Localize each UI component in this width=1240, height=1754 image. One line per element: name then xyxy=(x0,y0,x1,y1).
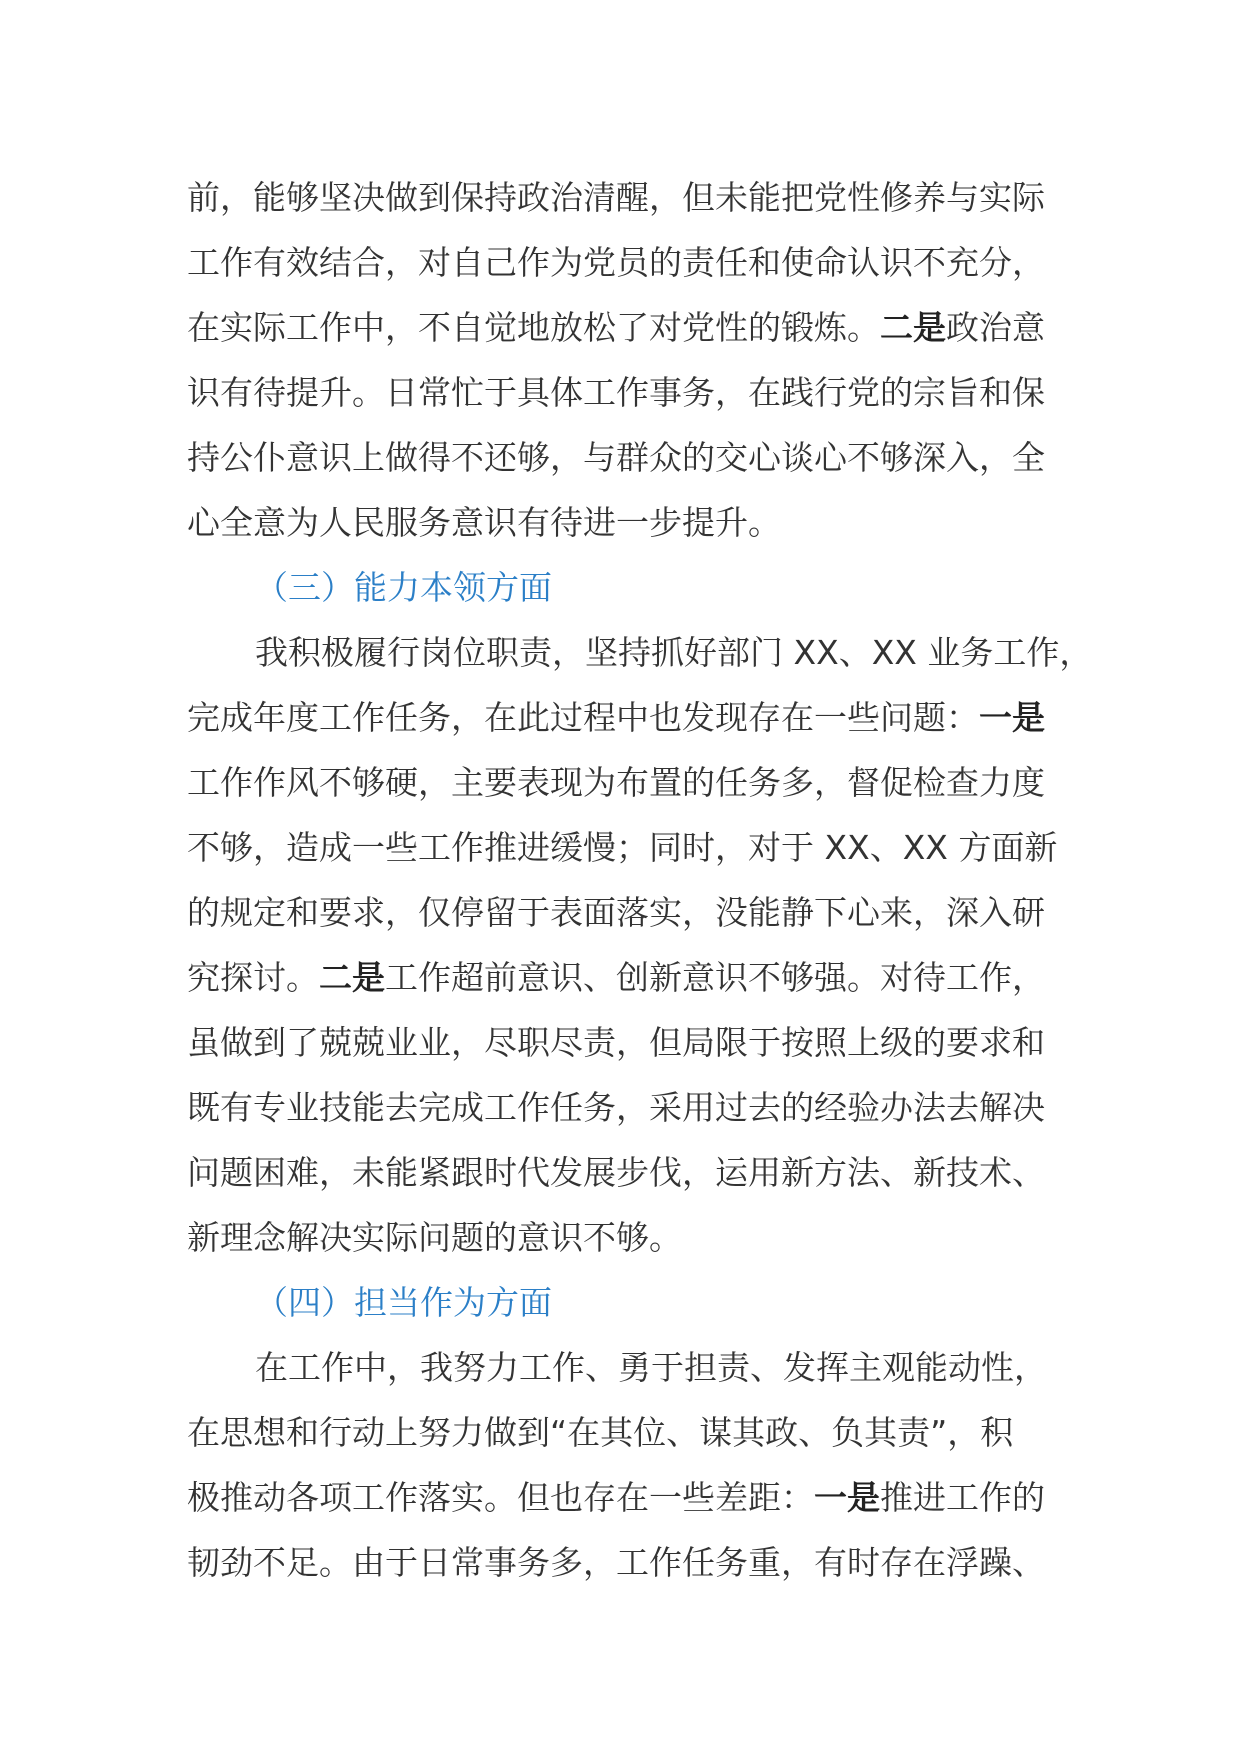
text-line xyxy=(187,685,1067,750)
text-run: 虽做到了兢兢业业，尽职尽责，但局限于按照上级的要求和 xyxy=(187,1023,1045,1062)
text-run: 韧劲不足。由于日常事务多，工作任务重，有时存在浮躁、 xyxy=(187,1543,1045,1582)
text-run: 政治意 xyxy=(946,308,1045,347)
text-line xyxy=(187,815,1067,880)
text-run: 推进工作的 xyxy=(880,1478,1045,1517)
text-line xyxy=(187,1010,1067,1075)
text-line xyxy=(187,945,1067,1010)
text-run: 持公仆意识上做得不还够，与群众的交心谈心不够深入，全 xyxy=(187,438,1045,477)
text-line xyxy=(187,880,1067,945)
emphasis-text: 二是 xyxy=(880,308,946,347)
text-run: 我积极履行岗位职责，坚持抓好部门 XX、XX 业务工作， xyxy=(255,633,1093,672)
text-line xyxy=(187,360,1067,425)
text-run: 在实际工作中，不自觉地放松了对党性的锻炼。 xyxy=(187,308,880,347)
paragraph-continued xyxy=(187,165,1067,555)
text-run: 在工作中，我努力工作、勇于担责、发挥主观能动性， xyxy=(255,1348,1047,1387)
section-heading-4: （四）担当作为方面 xyxy=(255,1283,552,1322)
emphasis-text: 一是 xyxy=(814,1478,880,1517)
text-line xyxy=(187,1335,1067,1400)
text-run: 工作超前意识、创新意识不够强。对待工作， xyxy=(385,958,1045,997)
text-line xyxy=(187,1530,1067,1595)
text-line xyxy=(187,1400,1067,1465)
text-line xyxy=(187,230,1067,295)
text-run: 究探讨。 xyxy=(187,958,319,997)
text-run: 问题困难，未能紧跟时代发展步伐，运用新方法、新技术、 xyxy=(187,1153,1045,1192)
emphasis-text: 一是 xyxy=(979,698,1045,737)
text-run: 心全意为人民服务意识有待进一步提升。 xyxy=(187,503,781,542)
text-run: 极推动各项工作落实。但也存在一些差距： xyxy=(187,1478,814,1517)
text-run: 工作有效结合，对自己作为党员的责任和使命认识不充分， xyxy=(187,243,1045,282)
text-run: 新理念解决实际问题的意识不够。 xyxy=(187,1218,682,1257)
text-run: 识有待提升。日常忙于具体工作事务，在践行党的宗旨和保 xyxy=(187,373,1045,412)
text-run: 既有专业技能去完成工作任务，采用过去的经验办法去解决 xyxy=(187,1088,1045,1127)
text-line xyxy=(187,490,1067,555)
document-body xyxy=(187,165,1093,1595)
text-line xyxy=(187,1465,1067,1530)
emphasis-text: 二是 xyxy=(319,958,385,997)
text-line xyxy=(187,425,1067,490)
section-4-paragraph xyxy=(187,1335,1067,1595)
text-line xyxy=(187,620,1093,685)
text-line xyxy=(187,1205,1067,1270)
text-run: 前，能够坚决做到保持政治清醒，但未能把党性修养与实际 xyxy=(187,178,1045,217)
text-run: 完成年度工作任务，在此过程中也发现存在一些问题： xyxy=(187,698,979,737)
text-run: 的规定和要求，仅停留于表面落实，没能静下心来，深入研 xyxy=(187,893,1045,932)
text-line xyxy=(187,295,1067,360)
text-line xyxy=(187,1075,1067,1140)
section-3-paragraph xyxy=(187,620,1093,1270)
text-line xyxy=(187,750,1067,815)
text-line xyxy=(187,165,1067,230)
text-run: 工作作风不够硬，主要表现为布置的任务多，督促检查力度 xyxy=(187,763,1045,802)
text-line xyxy=(187,1140,1067,1205)
text-run: 在思想和行动上努力做到“在其位、谋其政、负其责”，积 xyxy=(187,1413,1014,1452)
text-run: 不够，造成一些工作推进缓慢；同时，对于 XX、XX 方面新 xyxy=(187,828,1058,867)
section-heading-3: （三）能力本领方面 xyxy=(255,568,552,607)
